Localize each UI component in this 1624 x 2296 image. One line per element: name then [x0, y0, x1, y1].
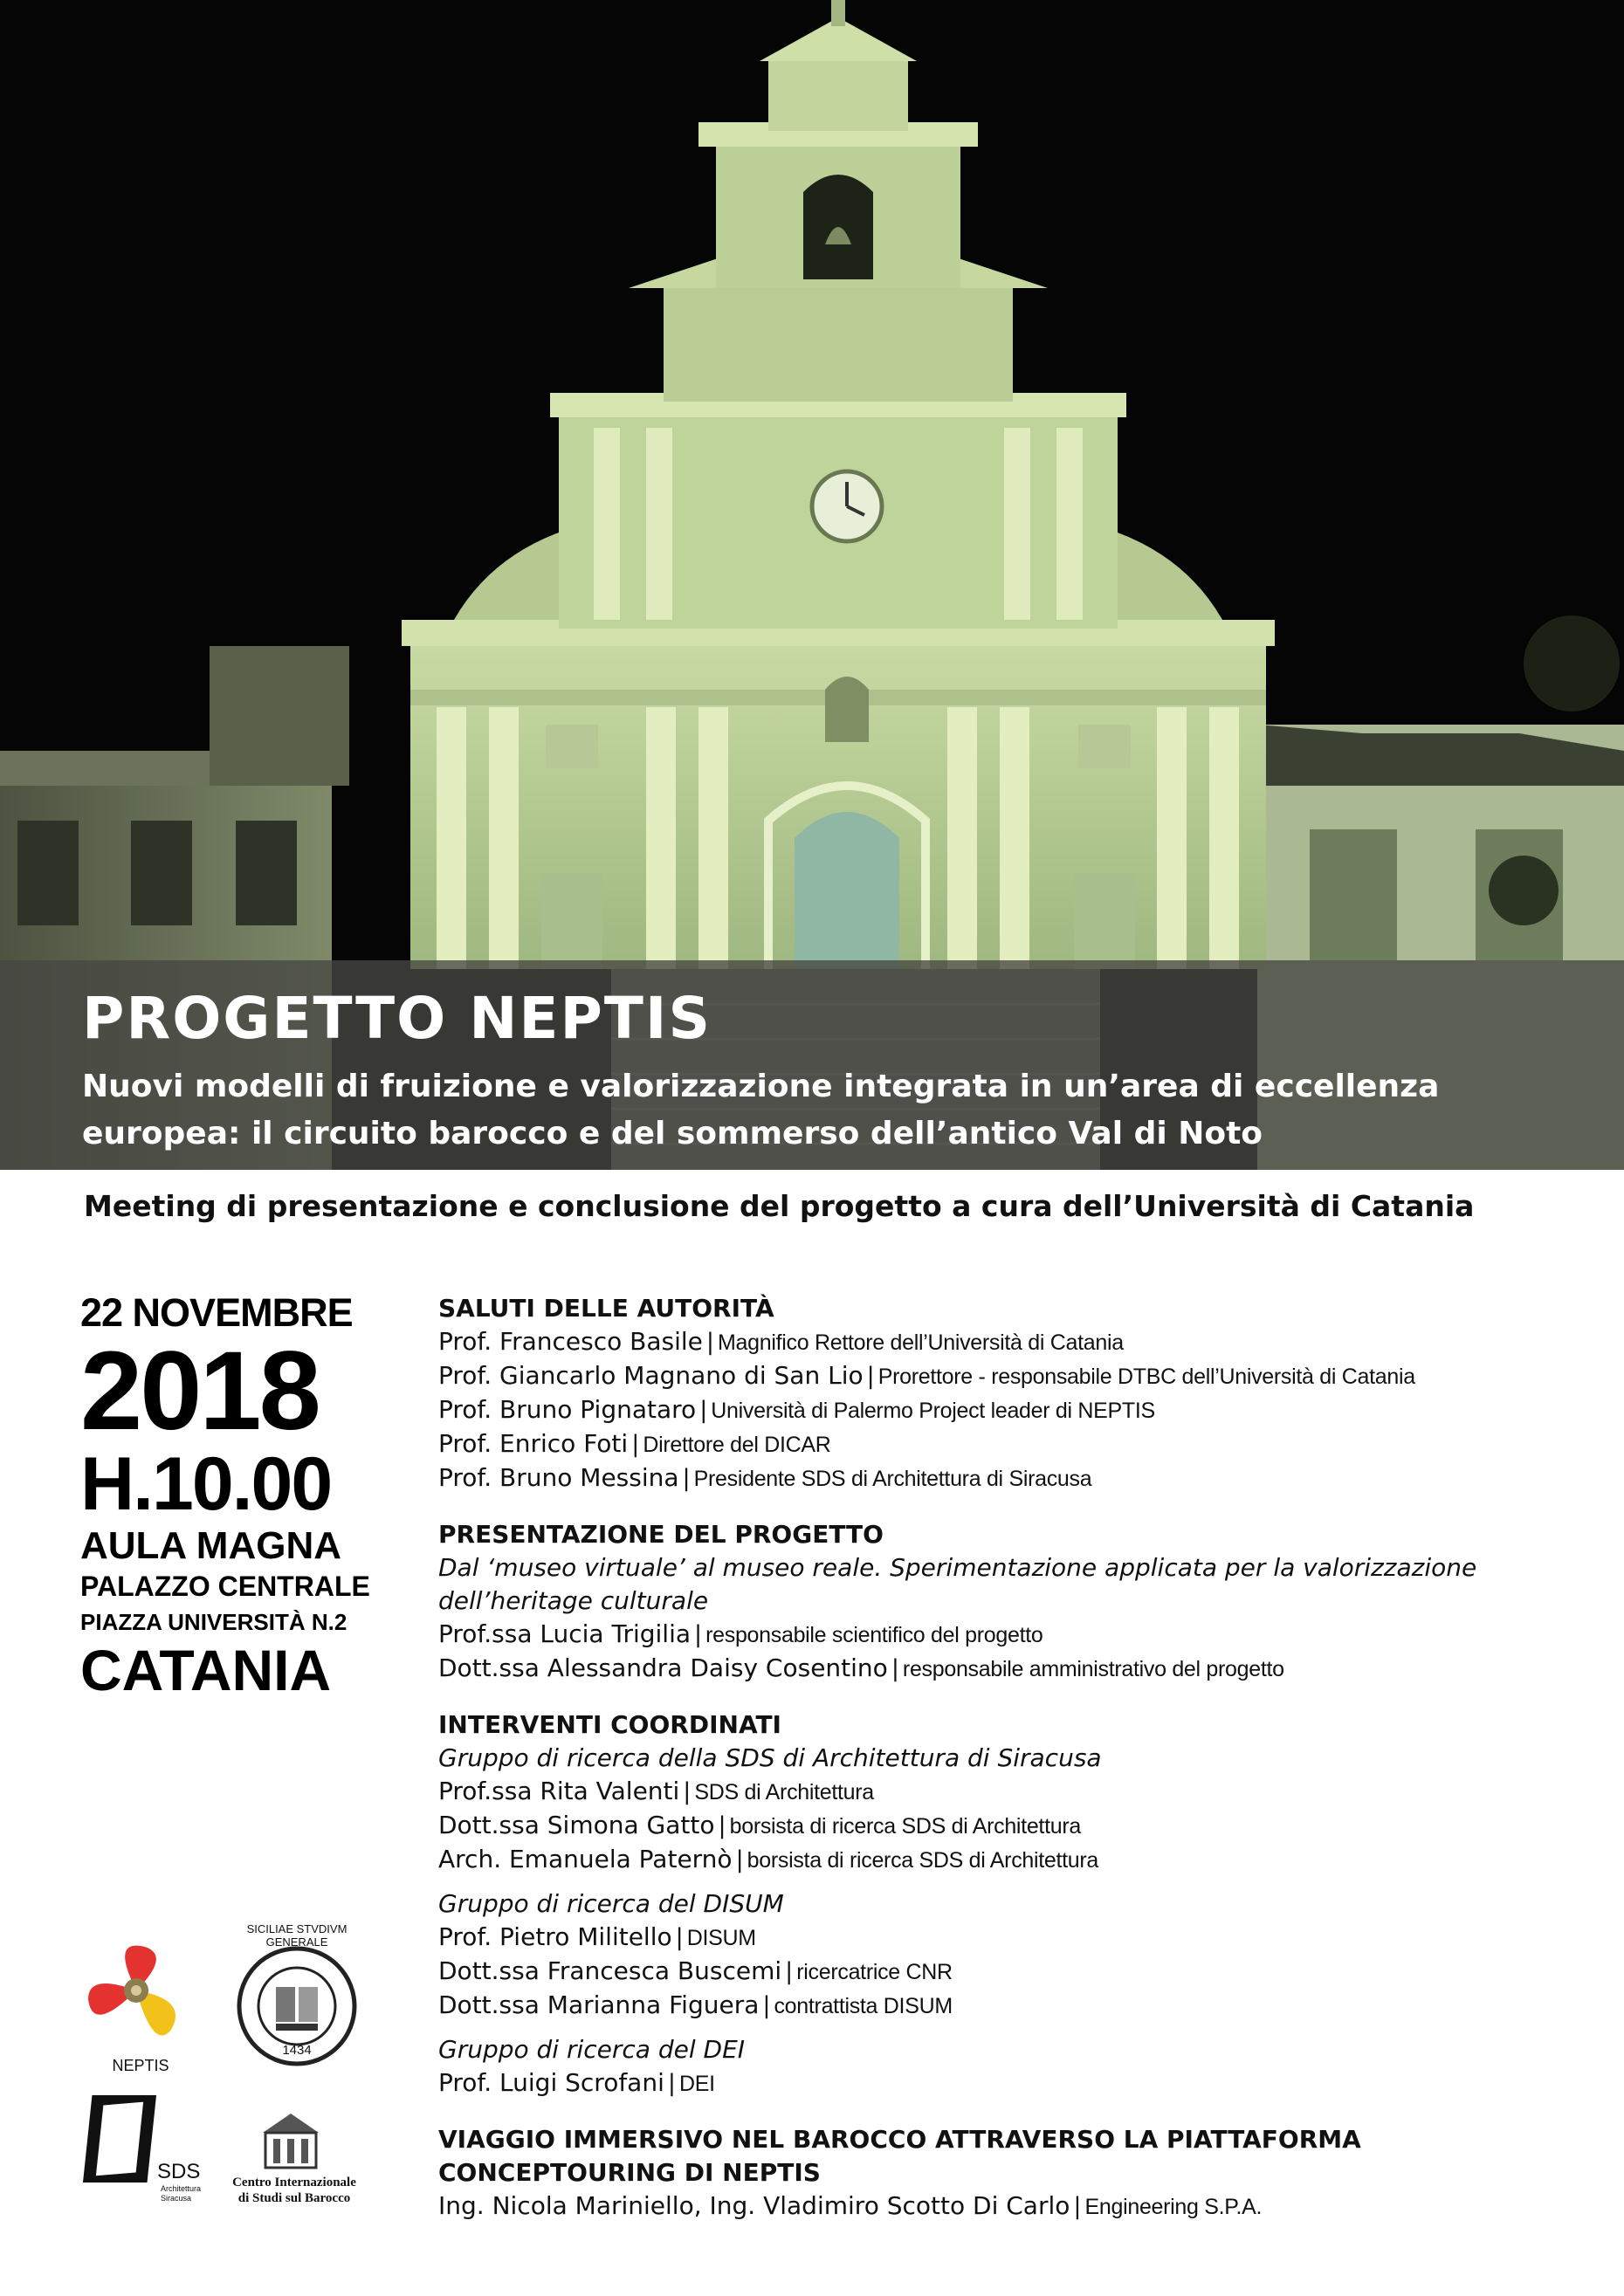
speaker-row	[438, 1325, 1591, 1359]
section-heading: SALUTI DELLE AUTORITÀ	[438, 1294, 774, 1323]
speaker-role: Engineering S.P.A.	[1084, 2195, 1263, 2219]
separator: |	[735, 1846, 744, 1873]
speaker-name: Dott.ssa Alessandra Daisy Cosentino	[438, 1653, 888, 1682]
speaker-role: borsista di ricerca SDS di Architettura	[747, 1848, 1099, 1873]
section-heading: PRESENTAZIONE DEL PROGETTO	[438, 1520, 884, 1549]
speaker-role: Magnifico Rettore dell’Università di Catania	[718, 1330, 1124, 1355]
speaker-name: Ing. Nicola Mariniello, Ing. Vladimiro Scotto Di Carlo	[438, 2191, 1070, 2220]
speaker-role: responsabile amministrativo del progetto	[902, 1657, 1284, 1681]
separator: |	[1073, 2193, 1082, 2220]
speaker-role: DEI	[678, 2072, 715, 2096]
talk-title: Dal ‘museo virtuale’ al museo reale. Sperimentazione applicata per la valorizzazione dell’heritage culturale	[438, 1553, 1477, 1615]
meeting-description: Meeting di presentazione e conclusione del progetto a cura dell’Università di Catania	[84, 1189, 1475, 1223]
separator: |	[705, 1329, 715, 1356]
separator: |	[675, 1924, 684, 1951]
speaker-name: Prof. Bruno Pignataro	[438, 1395, 697, 1424]
speaker-row	[438, 1843, 1591, 1877]
section-heading-cont: CONCEPTOURING DI NEPTIS	[438, 2158, 821, 2187]
speaker-name: Prof. Enrico Foti	[438, 1429, 629, 1458]
speaker-row	[438, 1461, 1591, 1495]
speaker-role: contrattista DISUM	[774, 1994, 953, 2018]
speaker-row	[438, 1921, 1591, 1955]
separator: |	[699, 1397, 708, 1424]
speaker-role: responsabile scientifico del progetto	[705, 1623, 1043, 1647]
speaker-role: DISUM	[686, 1926, 756, 1950]
event-city: CATANIA	[80, 1638, 332, 1702]
group-label: Gruppo di ricerca del DISUM	[438, 1889, 784, 1918]
separator: |	[682, 1465, 691, 1492]
event-venue: AULA MAGNA	[80, 1524, 341, 1567]
section-heading: VIAGGIO IMMERSIVO NEL BAROCCO ATTRAVERSO LA PIATTAFORMA	[438, 2125, 1361, 2154]
separator: |	[866, 1363, 875, 1390]
sds-sub2: Siracusa	[161, 2194, 192, 2203]
separator: |	[694, 1621, 703, 1648]
speaker-role: Prorettore - responsabile DTBC dell’Università di Catania	[877, 1365, 1415, 1389]
speaker-name: Prof.ssa Lucia Trigilia	[438, 1619, 692, 1648]
speaker-row	[438, 1955, 1591, 1989]
poster-subtitle: Nuovi modelli di fruizione e valorizzazione integrata in un’area di eccellenza europea: il circuito barocco e del sommerso dell’antico Val di Noto	[82, 1069, 1440, 1151]
speaker-row	[438, 1393, 1591, 1427]
speaker-role: borsista di ricerca SDS di Architettura	[729, 1814, 1081, 1839]
speaker-row	[438, 2189, 1591, 2224]
speaker-role: Direttore del DICAR	[643, 1433, 831, 1457]
separator: |	[891, 1655, 899, 1682]
section-viaggio	[438, 2123, 1591, 2224]
speaker-name: Dott.ssa Marianna Figuera	[438, 1990, 760, 2019]
sds-mark-icon	[80, 2095, 159, 2183]
main-door	[795, 812, 899, 969]
neptis-logo	[75, 1929, 197, 2056]
speaker-name: Dott.ssa Francesca Buscemi	[438, 1956, 782, 1985]
speaker-row	[438, 1775, 1591, 1809]
event-date: 22 NOVEMBRE	[80, 1290, 353, 1335]
speaker-name: Dott.ssa Simona Gatto	[438, 1811, 715, 1839]
seal-year: 1434	[282, 2043, 312, 2058]
group-label: Gruppo di ricerca del DEI	[438, 2035, 746, 2064]
seal-text: SICILIAE STVDIVM GENERALE	[246, 1922, 348, 1949]
barocco-line1: Centro Internazionale	[232, 2176, 356, 2189]
speaker-role: Università di Palermo Project leader di NEPTIS	[711, 1399, 1155, 1423]
speaker-row	[438, 2066, 1591, 2100]
speaker-name: Arch. Emanuela Paternò	[438, 1845, 733, 1873]
speaker-row	[438, 1359, 1591, 1393]
speaker-name: Prof. Pietro Militello	[438, 1922, 672, 1951]
trinacria-icon	[75, 1929, 197, 2052]
event-year: 2018	[80, 1329, 319, 1454]
sds-sub1: Architettura	[161, 2184, 202, 2193]
barocco-line2: di Studi sul Barocco	[237, 2191, 351, 2205]
speaker-role: SDS di Architettura	[694, 1780, 874, 1804]
separator: |	[631, 1431, 640, 1458]
building-icon	[258, 2111, 323, 2172]
section-presentazione	[438, 1518, 1591, 1686]
sds-logo	[80, 2095, 159, 2187]
speaker-role: Presidente SDS di Architettura di Siracusa	[693, 1467, 1092, 1491]
event-address: PIAZZA UNIVERSITÀ N.2	[80, 1609, 348, 1635]
event-info	[80, 1290, 368, 1701]
speaker-name: Prof. Francesco Basile	[438, 1327, 703, 1356]
section-heading: INTERVENTI COORDINATI	[438, 1710, 781, 1739]
event-time: H.10.00	[80, 1442, 332, 1526]
sds-label: SDS	[157, 2160, 201, 2183]
speaker-name: Prof.ssa Rita Valenti	[438, 1777, 680, 1805]
event-building: PALAZZO CENTRALE	[80, 1571, 370, 1602]
group-label: Gruppo di ricerca della SDS di Architettura di Siracusa	[438, 1743, 1102, 1772]
speaker-name: Prof. Luigi Scrofani	[438, 2068, 664, 2097]
speaker-name: Prof. Giancarlo Magnano di San Lio	[438, 1361, 864, 1390]
barocco-emblem	[258, 2111, 323, 2176]
program	[438, 1292, 1591, 2246]
speaker-row	[438, 1652, 1591, 1686]
separator: |	[785, 1958, 794, 1985]
separator: |	[667, 2070, 676, 2097]
section-interventi	[438, 1708, 1591, 2100]
separator: |	[718, 1812, 726, 1839]
poster-title: PROGETTO NEPTIS	[82, 985, 712, 1052]
speaker-row	[438, 1809, 1591, 1843]
section-saluti	[438, 1292, 1591, 1495]
speaker-row	[438, 1989, 1591, 2023]
speaker-row	[438, 1427, 1591, 1461]
separator: |	[762, 1992, 771, 2019]
neptis-label: NEPTIS	[112, 2057, 169, 2074]
speaker-row	[438, 1618, 1591, 1652]
separator: |	[683, 1778, 692, 1805]
speaker-role: ricercatrice CNR	[796, 1960, 953, 1984]
speaker-name: Prof. Bruno Messina	[438, 1463, 679, 1492]
